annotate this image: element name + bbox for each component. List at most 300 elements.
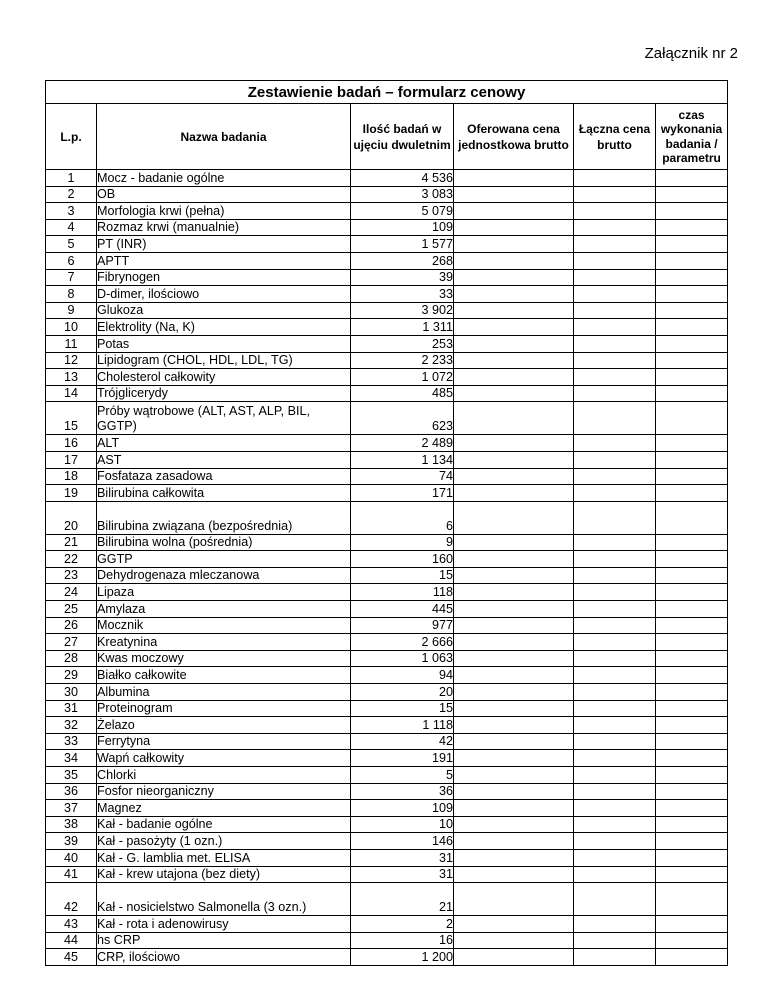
row-lp: 27 — [46, 634, 97, 651]
row-unit-price-cell[interactable] — [454, 667, 574, 684]
row-time-cell[interactable] — [656, 319, 728, 336]
row-lp: 10 — [46, 319, 97, 336]
row-lp: 16 — [46, 435, 97, 452]
row-total-price-cell[interactable] — [574, 435, 656, 452]
row-total-price-cell[interactable] — [574, 733, 656, 750]
table-row — [46, 335, 728, 352]
row-unit-price-cell[interactable] — [454, 236, 574, 253]
row-lp: 37 — [46, 800, 97, 817]
row-quantity: 109 — [351, 800, 454, 817]
row-time-cell[interactable] — [656, 816, 728, 833]
row-quantity: 171 — [351, 485, 454, 502]
row-total-price-cell[interactable] — [574, 634, 656, 651]
row-test-name: Próby wątrobowe (ALT, AST, ALP, BIL, GGTP) — [97, 402, 351, 435]
row-unit-price-cell[interactable] — [454, 949, 574, 966]
table-row — [46, 617, 728, 634]
row-time-cell[interactable] — [656, 883, 728, 916]
row-test-name: Fibrynogen — [97, 269, 351, 286]
row-unit-price-cell[interactable] — [454, 302, 574, 319]
row-total-price-cell[interactable] — [574, 601, 656, 618]
row-quantity: 20 — [351, 684, 454, 701]
row-quantity: 42 — [351, 733, 454, 750]
row-unit-price-cell[interactable] — [454, 733, 574, 750]
row-quantity: 1 118 — [351, 717, 454, 734]
row-unit-price-cell[interactable] — [454, 203, 574, 220]
row-quantity: 191 — [351, 750, 454, 767]
row-lp: 31 — [46, 700, 97, 717]
row-total-price-cell[interactable] — [574, 319, 656, 336]
row-time-cell[interactable] — [656, 833, 728, 850]
row-test-name: Trójglicerydy — [97, 385, 351, 402]
row-test-name: Bilirubina związana (bezpośrednia) — [97, 501, 351, 534]
row-unit-price-cell[interactable] — [454, 767, 574, 784]
row-quantity: 1 072 — [351, 369, 454, 386]
table-row — [46, 684, 728, 701]
row-test-name: Proteinogram — [97, 700, 351, 717]
row-test-name: Kał - nosicielstwo Salmonella (3 ozn.) — [97, 883, 351, 916]
row-test-name: hs CRP — [97, 932, 351, 949]
table-row — [46, 816, 728, 833]
table-row — [46, 634, 728, 651]
row-quantity: 253 — [351, 335, 454, 352]
table-row — [46, 451, 728, 468]
row-test-name: Lipidogram (CHOL, HDL, LDL, TG) — [97, 352, 351, 369]
row-time-cell[interactable] — [656, 402, 728, 435]
row-test-name: Glukoza — [97, 302, 351, 319]
table-row — [46, 567, 728, 584]
row-lp: 36 — [46, 783, 97, 800]
row-time-cell[interactable] — [656, 949, 728, 966]
row-lp: 40 — [46, 849, 97, 866]
row-quantity: 15 — [351, 567, 454, 584]
row-unit-price-cell[interactable] — [454, 601, 574, 618]
table-row — [46, 949, 728, 966]
row-lp: 33 — [46, 733, 97, 750]
row-lp: 45 — [46, 949, 97, 966]
row-total-price-cell[interactable] — [574, 236, 656, 253]
row-lp: 29 — [46, 667, 97, 684]
row-time-cell[interactable] — [656, 584, 728, 601]
row-unit-price-cell[interactable] — [454, 468, 574, 485]
row-time-cell[interactable] — [656, 219, 728, 236]
row-test-name: OB — [97, 186, 351, 203]
row-total-price-cell[interactable] — [574, 402, 656, 435]
row-lp: 42 — [46, 883, 97, 916]
row-unit-price-cell[interactable] — [454, 319, 574, 336]
row-unit-price-cell[interactable] — [454, 501, 574, 534]
row-unit-price-cell[interactable] — [454, 816, 574, 833]
row-time-cell[interactable] — [656, 700, 728, 717]
row-total-price-cell[interactable] — [574, 833, 656, 850]
row-lp: 2 — [46, 186, 97, 203]
row-lp: 4 — [46, 219, 97, 236]
row-total-price-cell[interactable] — [574, 252, 656, 269]
row-unit-price-cell[interactable] — [454, 485, 574, 502]
header-time: czas wykonania badania / parametru — [656, 104, 728, 170]
row-test-name: Rozmaz krwi (manualnie) — [97, 219, 351, 236]
row-quantity: 10 — [351, 816, 454, 833]
table-row — [46, 584, 728, 601]
row-time-cell[interactable] — [656, 551, 728, 568]
row-test-name: Chlorki — [97, 767, 351, 784]
row-unit-price-cell[interactable] — [454, 833, 574, 850]
table-row — [46, 385, 728, 402]
row-time-cell[interactable] — [656, 750, 728, 767]
row-quantity: 6 — [351, 501, 454, 534]
row-total-price-cell[interactable] — [574, 584, 656, 601]
row-unit-price-cell[interactable] — [454, 617, 574, 634]
row-test-name: APTT — [97, 252, 351, 269]
row-unit-price-cell[interactable] — [454, 717, 574, 734]
row-quantity: 5 079 — [351, 203, 454, 220]
row-quantity: 31 — [351, 866, 454, 883]
row-lp: 1 — [46, 170, 97, 187]
table-row — [46, 750, 728, 767]
row-unit-price-cell[interactable] — [454, 369, 574, 386]
table-row — [46, 932, 728, 949]
row-lp: 6 — [46, 252, 97, 269]
row-lp: 17 — [46, 451, 97, 468]
row-total-price-cell[interactable] — [574, 617, 656, 634]
row-lp: 43 — [46, 916, 97, 933]
table-row — [46, 252, 728, 269]
row-test-name: Kał - G. lamblia met. ELISA — [97, 849, 351, 866]
row-quantity: 1 134 — [351, 451, 454, 468]
row-test-name: Dehydrogenaza mleczanowa — [97, 567, 351, 584]
row-time-cell[interactable] — [656, 667, 728, 684]
table-row — [46, 534, 728, 551]
row-unit-price-cell[interactable] — [454, 932, 574, 949]
row-total-price-cell[interactable] — [574, 567, 656, 584]
row-total-price-cell[interactable] — [574, 717, 656, 734]
table-row — [46, 485, 728, 502]
row-test-name: Lipaza — [97, 584, 351, 601]
row-total-price-cell[interactable] — [574, 866, 656, 883]
row-total-price-cell[interactable] — [574, 203, 656, 220]
row-time-cell[interactable] — [656, 717, 728, 734]
row-quantity: 2 — [351, 916, 454, 933]
row-quantity: 94 — [351, 667, 454, 684]
row-time-cell[interactable] — [656, 849, 728, 866]
row-quantity: 2 233 — [351, 352, 454, 369]
row-time-cell[interactable] — [656, 302, 728, 319]
row-unit-price-cell[interactable] — [454, 269, 574, 286]
row-time-cell[interactable] — [656, 601, 728, 618]
table-row — [46, 601, 728, 618]
row-time-cell[interactable] — [656, 634, 728, 651]
row-lp: 44 — [46, 932, 97, 949]
table-row — [46, 866, 728, 883]
row-quantity: 31 — [351, 849, 454, 866]
row-time-cell[interactable] — [656, 186, 728, 203]
row-test-name: AST — [97, 451, 351, 468]
row-total-price-cell[interactable] — [574, 883, 656, 916]
row-unit-price-cell[interactable] — [454, 451, 574, 468]
table-row — [46, 667, 728, 684]
row-lp: 19 — [46, 485, 97, 502]
row-test-name: Fosfor nieorganiczny — [97, 783, 351, 800]
row-test-name: Fosfataza zasadowa — [97, 468, 351, 485]
row-quantity: 623 — [351, 402, 454, 435]
row-unit-price-cell[interactable] — [454, 883, 574, 916]
row-total-price-cell[interactable] — [574, 551, 656, 568]
table-row — [46, 767, 728, 784]
table-row — [46, 186, 728, 203]
row-test-name: Morfologia krwi (pełna) — [97, 203, 351, 220]
row-quantity: 977 — [351, 617, 454, 634]
row-quantity: 1 063 — [351, 650, 454, 667]
row-total-price-cell[interactable] — [574, 352, 656, 369]
row-lp: 39 — [46, 833, 97, 850]
row-quantity: 1 311 — [351, 319, 454, 336]
row-unit-price-cell[interactable] — [454, 385, 574, 402]
row-test-name: Kał - rota i adenowirusy — [97, 916, 351, 933]
row-total-price-cell[interactable] — [574, 816, 656, 833]
row-total-price-cell[interactable] — [574, 302, 656, 319]
header-unit-price: Oferowana cena jednostkowa brutto — [454, 104, 574, 170]
row-time-cell[interactable] — [656, 534, 728, 551]
row-test-name: Bilirubina całkowita — [97, 485, 351, 502]
row-total-price-cell[interactable] — [574, 949, 656, 966]
row-total-price-cell[interactable] — [574, 501, 656, 534]
row-quantity: 1 577 — [351, 236, 454, 253]
table-row — [46, 236, 728, 253]
row-unit-price-cell[interactable] — [454, 252, 574, 269]
table-row — [46, 302, 728, 319]
row-lp: 30 — [46, 684, 97, 701]
row-unit-price-cell[interactable] — [454, 750, 574, 767]
row-quantity: 4 536 — [351, 170, 454, 187]
row-time-cell[interactable] — [656, 866, 728, 883]
row-total-price-cell[interactable] — [574, 286, 656, 303]
row-test-name: Elektrolity (Na, K) — [97, 319, 351, 336]
row-lp: 7 — [46, 269, 97, 286]
row-quantity: 268 — [351, 252, 454, 269]
row-unit-price-cell[interactable] — [454, 866, 574, 883]
row-test-name: GGTP — [97, 551, 351, 568]
table-row — [46, 849, 728, 866]
table-title: Zestawienie badań – formularz cenowy — [46, 81, 728, 104]
row-time-cell[interactable] — [656, 916, 728, 933]
row-total-price-cell[interactable] — [574, 485, 656, 502]
row-test-name: Białko całkowite — [97, 667, 351, 684]
annex-label: Załącznik nr 2 — [644, 45, 738, 62]
row-test-name: Kał - krew utajona (bez diety) — [97, 866, 351, 883]
row-time-cell[interactable] — [656, 369, 728, 386]
table-row — [46, 551, 728, 568]
row-lp: 38 — [46, 816, 97, 833]
table-row — [46, 170, 728, 187]
row-total-price-cell[interactable] — [574, 451, 656, 468]
row-time-cell[interactable] — [656, 335, 728, 352]
row-time-cell[interactable] — [656, 468, 728, 485]
row-total-price-cell[interactable] — [574, 932, 656, 949]
table-row — [46, 883, 728, 916]
row-time-cell[interactable] — [656, 170, 728, 187]
row-total-price-cell[interactable] — [574, 750, 656, 767]
row-unit-price-cell[interactable] — [454, 402, 574, 435]
row-lp: 12 — [46, 352, 97, 369]
table-row — [46, 219, 728, 236]
header-total-price: Łączna cena brutto — [574, 104, 656, 170]
row-quantity: 15 — [351, 700, 454, 717]
row-lp: 32 — [46, 717, 97, 734]
table-row — [46, 352, 728, 369]
row-lp: 22 — [46, 551, 97, 568]
table-row — [46, 717, 728, 734]
row-unit-price-cell[interactable] — [454, 186, 574, 203]
row-time-cell[interactable] — [656, 617, 728, 634]
row-time-cell[interactable] — [656, 385, 728, 402]
row-total-price-cell[interactable] — [574, 468, 656, 485]
row-quantity: 9 — [351, 534, 454, 551]
row-time-cell[interactable] — [656, 435, 728, 452]
row-time-cell[interactable] — [656, 501, 728, 534]
row-time-cell[interactable] — [656, 451, 728, 468]
price-table — [45, 80, 728, 966]
row-quantity: 2 666 — [351, 634, 454, 651]
row-time-cell[interactable] — [656, 269, 728, 286]
row-time-cell[interactable] — [656, 485, 728, 502]
row-unit-price-cell[interactable] — [454, 783, 574, 800]
row-lp: 18 — [46, 468, 97, 485]
table-row — [46, 650, 728, 667]
row-total-price-cell[interactable] — [574, 369, 656, 386]
row-quantity: 5 — [351, 767, 454, 784]
row-test-name: PT (INR) — [97, 236, 351, 253]
row-test-name: Amylaza — [97, 601, 351, 618]
row-test-name: Wapń całkowity — [97, 750, 351, 767]
header-name: Nazwa badania — [97, 104, 351, 170]
row-unit-price-cell[interactable] — [454, 650, 574, 667]
row-time-cell[interactable] — [656, 783, 728, 800]
row-quantity: 74 — [351, 468, 454, 485]
row-time-cell[interactable] — [656, 236, 728, 253]
row-total-price-cell[interactable] — [574, 335, 656, 352]
row-time-cell[interactable] — [656, 650, 728, 667]
table-row — [46, 800, 728, 817]
table-row — [46, 369, 728, 386]
row-total-price-cell[interactable] — [574, 534, 656, 551]
row-total-price-cell[interactable] — [574, 186, 656, 203]
row-total-price-cell[interactable] — [574, 800, 656, 817]
row-total-price-cell[interactable] — [574, 767, 656, 784]
table-row — [46, 203, 728, 220]
row-unit-price-cell[interactable] — [454, 584, 574, 601]
table-row — [46, 700, 728, 717]
row-total-price-cell[interactable] — [574, 783, 656, 800]
row-time-cell[interactable] — [656, 203, 728, 220]
table-row — [46, 269, 728, 286]
row-time-cell[interactable] — [656, 252, 728, 269]
row-test-name: Magnez — [97, 800, 351, 817]
row-unit-price-cell[interactable] — [454, 684, 574, 701]
row-test-name: Potas — [97, 335, 351, 352]
row-lp: 26 — [46, 617, 97, 634]
row-total-price-cell[interactable] — [574, 170, 656, 187]
table-row — [46, 916, 728, 933]
row-test-name: Mocz - badanie ogólne — [97, 170, 351, 187]
row-quantity: 3 902 — [351, 302, 454, 319]
row-total-price-cell[interactable] — [574, 849, 656, 866]
row-unit-price-cell[interactable] — [454, 916, 574, 933]
row-test-name: Kwas moczowy — [97, 650, 351, 667]
row-total-price-cell[interactable] — [574, 667, 656, 684]
table-row — [46, 468, 728, 485]
row-quantity: 2 489 — [351, 435, 454, 452]
row-unit-price-cell[interactable] — [454, 800, 574, 817]
row-test-name: Żelazo — [97, 717, 351, 734]
row-total-price-cell[interactable] — [574, 269, 656, 286]
row-unit-price-cell[interactable] — [454, 170, 574, 187]
row-lp: 21 — [46, 534, 97, 551]
row-unit-price-cell[interactable] — [454, 335, 574, 352]
row-total-price-cell[interactable] — [574, 916, 656, 933]
row-quantity: 109 — [351, 219, 454, 236]
row-quantity: 146 — [351, 833, 454, 850]
row-unit-price-cell[interactable] — [454, 219, 574, 236]
row-quantity: 33 — [351, 286, 454, 303]
row-lp: 15 — [46, 402, 97, 435]
table-row — [46, 319, 728, 336]
row-time-cell[interactable] — [656, 767, 728, 784]
row-lp: 11 — [46, 335, 97, 352]
row-time-cell[interactable] — [656, 567, 728, 584]
table-body — [46, 170, 728, 966]
row-test-name: Kał - pasożyty (1 ozn.) — [97, 833, 351, 850]
row-unit-price-cell[interactable] — [454, 700, 574, 717]
row-total-price-cell[interactable] — [574, 219, 656, 236]
row-time-cell[interactable] — [656, 932, 728, 949]
row-unit-price-cell[interactable] — [454, 534, 574, 551]
row-test-name: Ferrytyna — [97, 733, 351, 750]
row-lp: 3 — [46, 203, 97, 220]
table-row — [46, 833, 728, 850]
row-quantity: 118 — [351, 584, 454, 601]
table-row — [46, 402, 728, 435]
row-test-name: D-dimer, ilościowo — [97, 286, 351, 303]
row-time-cell[interactable] — [656, 352, 728, 369]
row-lp: 8 — [46, 286, 97, 303]
row-test-name: Kreatynina — [97, 634, 351, 651]
row-quantity: 3 083 — [351, 186, 454, 203]
row-unit-price-cell[interactable] — [454, 352, 574, 369]
row-quantity: 445 — [351, 601, 454, 618]
row-lp: 34 — [46, 750, 97, 767]
row-quantity: 39 — [351, 269, 454, 286]
row-total-price-cell[interactable] — [574, 684, 656, 701]
row-test-name: Mocznik — [97, 617, 351, 634]
row-lp: 9 — [46, 302, 97, 319]
row-unit-price-cell[interactable] — [454, 849, 574, 866]
row-unit-price-cell[interactable] — [454, 634, 574, 651]
row-total-price-cell[interactable] — [574, 385, 656, 402]
row-unit-price-cell[interactable] — [454, 567, 574, 584]
row-time-cell[interactable] — [656, 733, 728, 750]
row-time-cell[interactable] — [656, 286, 728, 303]
row-time-cell[interactable] — [656, 684, 728, 701]
row-time-cell[interactable] — [656, 800, 728, 817]
row-lp: 41 — [46, 866, 97, 883]
row-unit-price-cell[interactable] — [454, 286, 574, 303]
row-total-price-cell[interactable] — [574, 650, 656, 667]
row-unit-price-cell[interactable] — [454, 435, 574, 452]
row-quantity: 160 — [351, 551, 454, 568]
row-total-price-cell[interactable] — [574, 700, 656, 717]
row-test-name: Kał - badanie ogólne — [97, 816, 351, 833]
row-unit-price-cell[interactable] — [454, 551, 574, 568]
row-lp: 5 — [46, 236, 97, 253]
